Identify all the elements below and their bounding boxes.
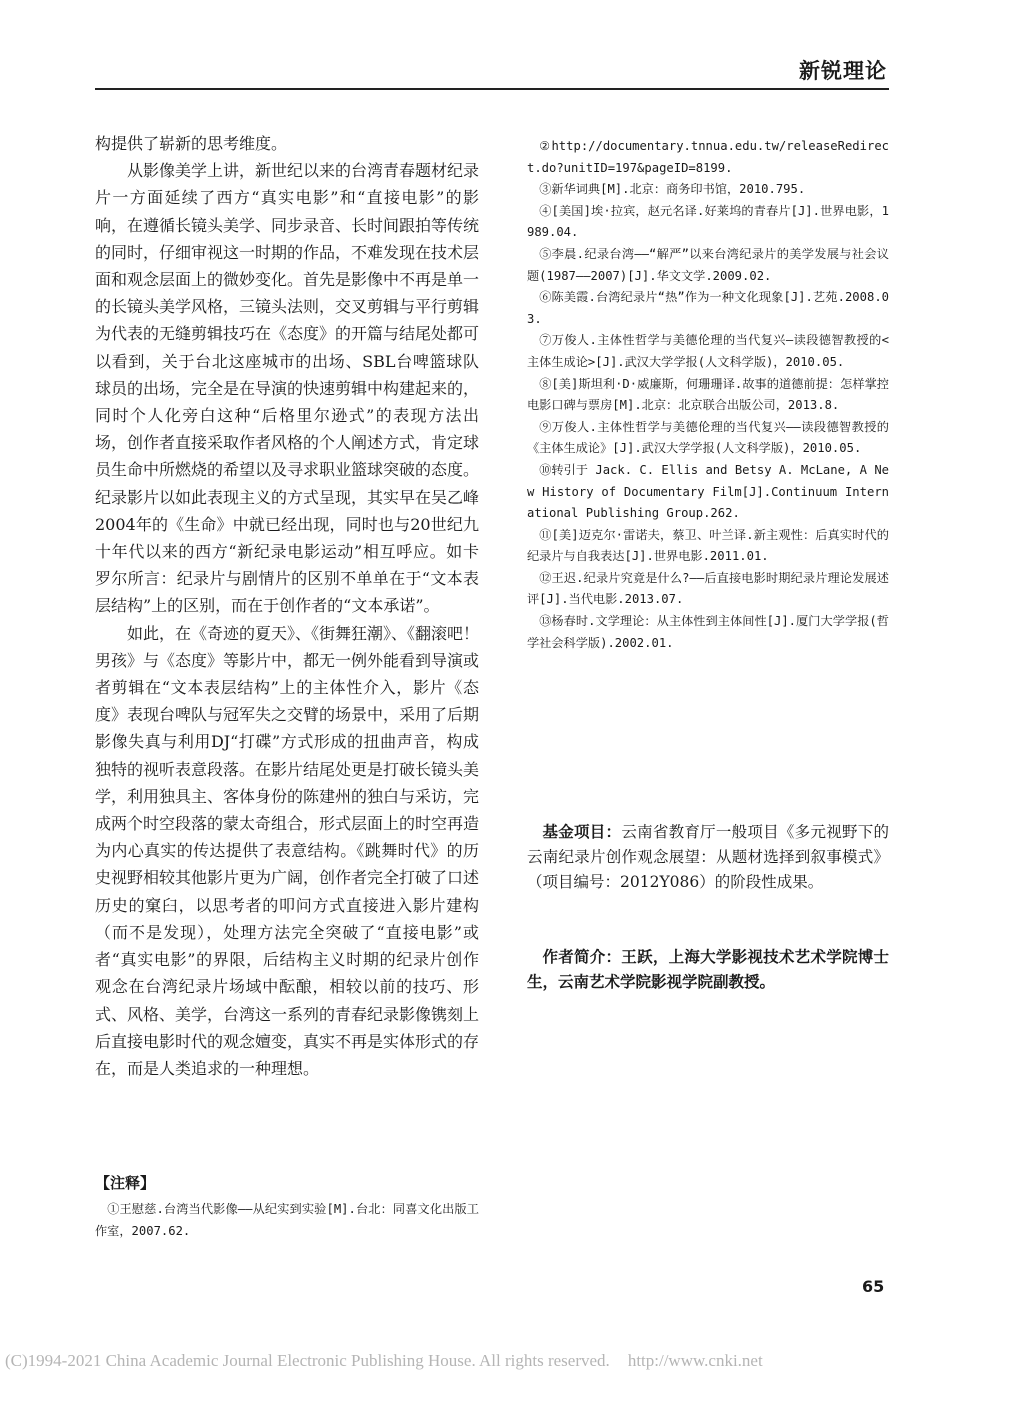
references-list bbox=[527, 136, 889, 654]
reference-item: ⑦万俊人.主体性哲学与美德伦理的当代复兴—读段德智教授的<主体生成论>[J].武汉大学学报(人文科学版)，2010.05. bbox=[527, 333, 889, 369]
reference-item: ③新华词典[M].北京：商务印书馆，2010.795. bbox=[539, 182, 806, 197]
reference-item: ⑥陈美霞.台湾纪录片“热”作为一种文化现象[J].艺苑.2008.03. bbox=[527, 290, 889, 326]
body-paragraph: 构提供了崭新的思考维度。 bbox=[95, 134, 288, 153]
section-title: 新锐理论 bbox=[799, 59, 887, 83]
author-bio: 作者简介：王跃，上海大学影视技术艺术学院博士生，云南艺术学院影视学院副教授。 bbox=[527, 948, 889, 991]
reference-item: ⑩转引于 Jack. C. Ellis and Betsy A. McLane, A New History of Documentary Film[J].Continuum International Publishing Group.262. bbox=[527, 462, 889, 521]
reference-item: ⑪[美]迈克尔·雷诺夫，蔡卫、叶兰译.新主观性：后真实时代的纪录片与自我表达[J].世界电影.2011.01. bbox=[527, 527, 889, 564]
reference-item: ②http://documentary.tnnua.edu.tw/releaseRedirect.do?unitID=197&pageID=8199. bbox=[527, 139, 889, 175]
fund-text: 云南省教育厅一般项目《多元视野下的云南纪录片创作观念展望：从题材选择到叙事模式》（项目编号：2012Y086）的阶段性成果。 bbox=[527, 823, 889, 891]
main-body bbox=[95, 130, 479, 1082]
page-number: 65 bbox=[862, 1277, 885, 1296]
fund-info bbox=[527, 820, 889, 895]
footer-link[interactable]: http://www.cnki.net bbox=[627, 1351, 763, 1370]
notes-section bbox=[95, 1172, 479, 1242]
copyright-footer bbox=[5, 1351, 1019, 1371]
header-divider bbox=[95, 88, 889, 90]
copyright-text: (C)1994-2021 China Academic Journal Electronic Publishing House. All rights reserved. bbox=[5, 1351, 610, 1370]
reference-item: ⑬杨春时.文学理论：从主体性到主体间性[J].厦门大学学报(哲学社会科学版).2002.01. bbox=[527, 614, 889, 650]
body-paragraph: 如此，在《奇迹的夏天》、《街舞狂潮》、《翻滚吧！男孩》与《态度》等影片中，都无一例外能看到导演或者剪辑在“文本表层结构”上的主体性介入，影片《态度》表现台啤队与冠军失之交臂的场景中，采用了后期影像失真与利用DJ“打碟”方式形成的扭曲声音，构成独特的视听表意段落。在影片结尾处更是打破长镜头美学，利用独具主、客体身份的陈建州的独白与采访，完成两个时空段落的蒙太奇组合，形式层面上的时空再造为内心真实的传达提供了表意结构。《跳舞时代》的历史视野相较其他影片更为广阔，创作者完全打破了口述历史的窠臼，以思考者的叩问方式直接进入影片建构（而不是发现），处理方法完全突破了“直接电影”或者“真实电影”的界限，后结构主义时期的纪录片创作观念在台湾纪录片场域中酝酿，相较以前的技巧、形式、风格、美学，台湾这一系列的青春纪录影像镌刻上后直接电影时代的观念嬗变，真实不再是实体形式的存在，而是人类追求的一种理想。 bbox=[95, 623, 480, 1078]
reference-item: ⑧[美]斯坦利·D·威廉斯，何珊珊译.故事的道德前提：怎样掌控电影口碑与票房[M].北京：北京联合出版公司，2013.8. bbox=[527, 376, 889, 413]
body-paragraph: 从影像美学上讲，新世纪以来的台湾青春题材纪录片一方面延续了西方“真实电影”和“直接电影”的影响，在遵循长镜头美学、同步录音、长时间跟拍等传统的同时，仔细审视这一时期的作品，不难发现在技术层面和观念层面上的微妙变化。首先是影像中不再是单一的长镜头美学风格，三镜头法则，交叉剪辑与平行剪辑为代表的无缝剪辑技巧在《态度》的开篇与结尾处都可以看到，关于台北这座城市的出场、SBL台啤篮球队球员的出场，完全是在导演的快速剪辑中构建起来的，同时个人化旁白这种“后格里尔逊式”的表现方法出场，创作者直接采取作者风格的个人阐述方式，肯定球员生命中所燃烧的希望以及寻求职业篮球突破的态度。纪录影片以如此表现主义的方式呈现，其实早在吴乙峰2004年的《生命》中就已经出现，同时也与20世纪九十年代以来的西方“新纪录电影运动”相互呼应。如卡罗尔所言：纪录片与剧情片的区别不单单在于“文本表层结构”上的区别，而在于创作者的“文本承诺”。 bbox=[95, 161, 480, 616]
note-item: ①王慰慈.台湾当代影像——从纪实到实验[M].台北：同喜文化出版工作室，2007.62. bbox=[95, 1202, 479, 1238]
reference-item: ⑫王迟.纪录片究竟是什么?——后直接电影时期纪录片理论发展述评[J].当代电影.2013.07. bbox=[527, 570, 889, 607]
reference-item: ⑤李晨.纪录台湾——“解严”以来台湾纪录片的美学发展与社会议题(1987——2007)[J].华文文学.2009.02. bbox=[527, 246, 889, 283]
fund-label: 基金项目： bbox=[542, 823, 622, 841]
notes-heading: 【注释】 bbox=[95, 1174, 156, 1192]
reference-item: ⑨万俊人.主体性哲学与美德伦理的当代复兴——读段德智教授的《主体生成论》[J].武汉大学学报(人文科学版)，2010.05. bbox=[527, 419, 889, 456]
reference-item: ④[美国]埃·拉宾，赵元名译.好莱坞的青春片[J].世界电影，1989.04. bbox=[527, 203, 889, 240]
